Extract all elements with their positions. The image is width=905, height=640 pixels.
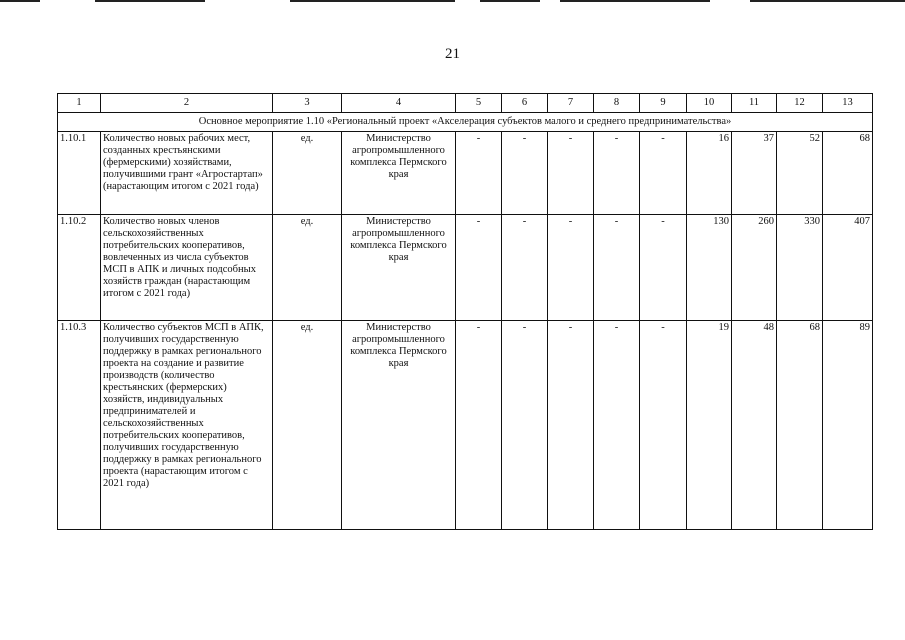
indicator-name: Количество субъектов МСП в АПК, получивших государственную поддержку в рамках регионального проекта на создание и развитие производств (количество крестьянских (фермерских) хозяйств, индивидуальных предпринимателей и сельскохозяйственных потребительских кооперативов, получивших государственную поддержку в рамках регионального проекта (нарастающим итогом с 2021 года) bbox=[101, 321, 273, 530]
value-cell: - bbox=[502, 132, 548, 215]
value-cell: 407 bbox=[823, 215, 873, 321]
value-cell: - bbox=[548, 321, 594, 530]
value-cell: - bbox=[456, 132, 502, 215]
scan-edge-line bbox=[0, 0, 40, 2]
header-cell: 3 bbox=[273, 94, 342, 113]
header-cell: 12 bbox=[777, 94, 823, 113]
responsible-org: Министерство агропромышленного комплекса Пермского края bbox=[342, 132, 456, 215]
value-cell: - bbox=[640, 215, 687, 321]
value-cell: - bbox=[594, 215, 640, 321]
header-cell: 5 bbox=[456, 94, 502, 113]
table-row bbox=[58, 321, 873, 530]
value-cell: 52 bbox=[777, 132, 823, 215]
value-cell: 19 bbox=[687, 321, 732, 530]
value-cell: - bbox=[456, 215, 502, 321]
section-title: Основное мероприятие 1.10 «Региональный проект «Акселерация субъектов малого и среднего предпринимательства» bbox=[58, 113, 873, 132]
unit-cell: ед. bbox=[273, 132, 342, 215]
value-cell: - bbox=[640, 321, 687, 530]
value-cell: 260 bbox=[732, 215, 777, 321]
header-cell: 6 bbox=[502, 94, 548, 113]
section-row bbox=[58, 113, 873, 132]
header-cell: 11 bbox=[732, 94, 777, 113]
scan-edge-line bbox=[750, 0, 905, 2]
header-cell: 8 bbox=[594, 94, 640, 113]
header-cell: 4 bbox=[342, 94, 456, 113]
header-cell: 9 bbox=[640, 94, 687, 113]
row-number: 1.10.2 bbox=[58, 215, 101, 321]
header-row bbox=[58, 94, 873, 113]
value-cell: 130 bbox=[687, 215, 732, 321]
scan-edge-line bbox=[480, 0, 540, 2]
value-cell: - bbox=[502, 321, 548, 530]
value-cell: 330 bbox=[777, 215, 823, 321]
header-cell: 2 bbox=[101, 94, 273, 113]
scan-edge-line bbox=[290, 0, 455, 2]
table-row bbox=[58, 132, 873, 215]
unit-cell: ед. bbox=[273, 215, 342, 321]
value-cell: 68 bbox=[823, 132, 873, 215]
indicator-name: Количество новых рабочих мест, созданных крестьянскими (фермерскими) хозяйствами, получившими грант «Агростартап» (нарастающим итогом с 2021 года) bbox=[101, 132, 273, 215]
value-cell: - bbox=[594, 321, 640, 530]
scan-edge-line bbox=[95, 0, 205, 2]
header-cell: 10 bbox=[687, 94, 732, 113]
indicator-name: Количество новых членов сельскохозяйственных потребительских кооперативов, вовлеченных из числа субъектов МСП в АПК и личных подсобных хозяйств граждан (нарастающим итогом с 2021 года) bbox=[101, 215, 273, 321]
value-cell: 37 bbox=[732, 132, 777, 215]
header-cell: 1 bbox=[58, 94, 101, 113]
value-cell: 48 bbox=[732, 321, 777, 530]
table-row bbox=[58, 215, 873, 321]
unit-cell: ед. bbox=[273, 321, 342, 530]
value-cell: - bbox=[594, 132, 640, 215]
row-number: 1.10.1 bbox=[58, 132, 101, 215]
responsible-org: Министерство агропромышленного комплекса Пермского края bbox=[342, 321, 456, 530]
value-cell: - bbox=[548, 132, 594, 215]
row-number: 1.10.3 bbox=[58, 321, 101, 530]
value-cell: 68 bbox=[777, 321, 823, 530]
value-cell: 16 bbox=[687, 132, 732, 215]
responsible-org: Министерство агропромышленного комплекса Пермского края bbox=[342, 215, 456, 321]
header-cell: 7 bbox=[548, 94, 594, 113]
page-number: 21 bbox=[445, 46, 460, 62]
value-cell: - bbox=[456, 321, 502, 530]
value-cell: - bbox=[640, 132, 687, 215]
indicator-table bbox=[57, 93, 873, 530]
scan-edge-line bbox=[560, 0, 710, 2]
value-cell: - bbox=[548, 215, 594, 321]
value-cell: 89 bbox=[823, 321, 873, 530]
value-cell: - bbox=[502, 215, 548, 321]
header-cell: 13 bbox=[823, 94, 873, 113]
